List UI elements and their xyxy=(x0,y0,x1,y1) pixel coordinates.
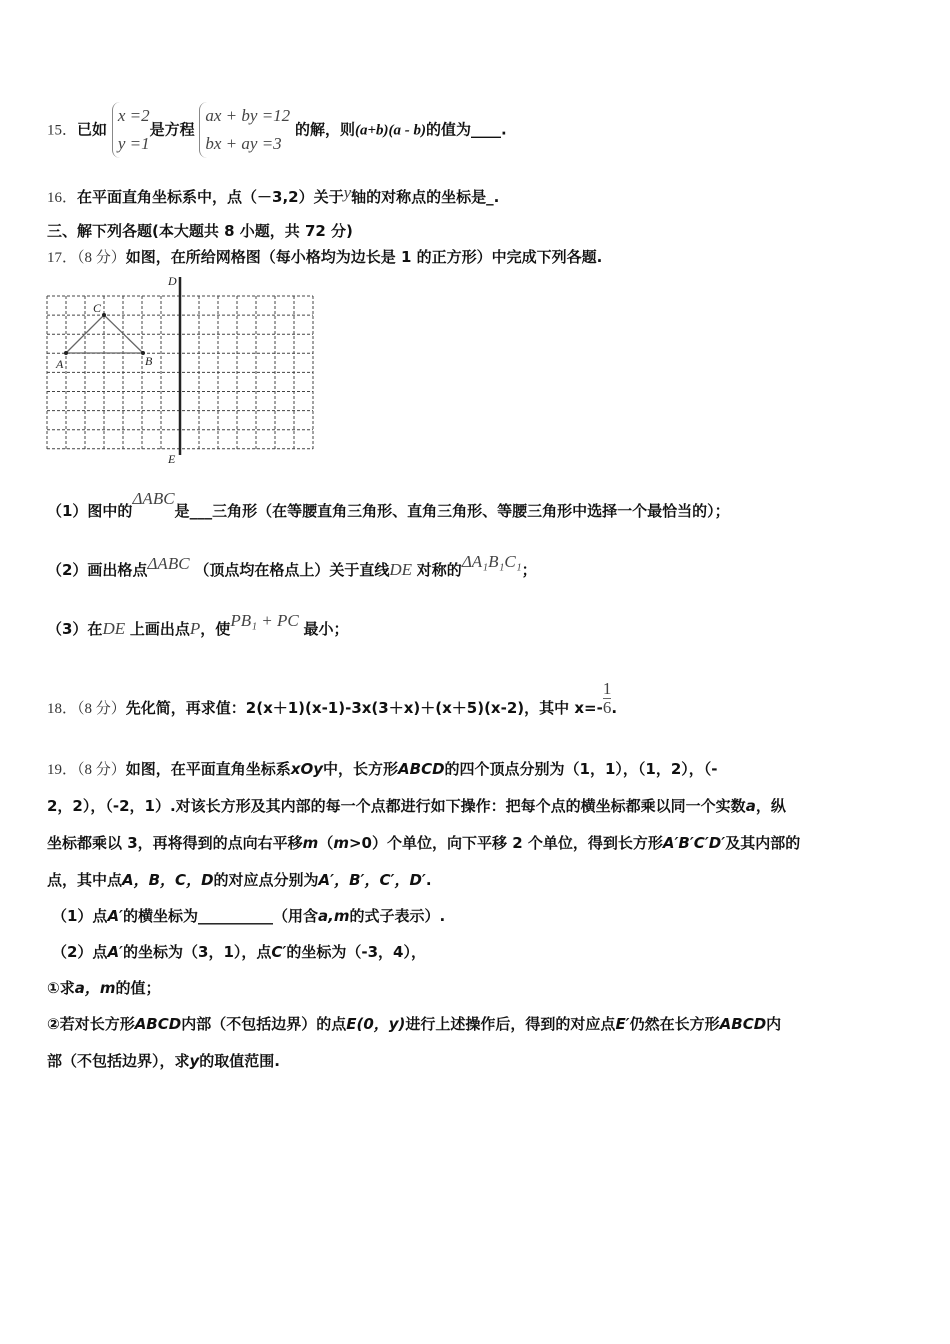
math: A，B，C，D xyxy=(122,871,214,889)
question-score: （8 分） xyxy=(77,762,126,778)
text: . xyxy=(425,871,432,889)
q19-line xyxy=(47,758,718,779)
text: 仍然在长方形 xyxy=(629,1015,720,1033)
answer-blank: ___ xyxy=(189,502,213,520)
text: 如图，在所给网格图（每小格均为边长是 1 的正方形）中完成下列各题. xyxy=(125,248,603,266)
q19-line xyxy=(52,905,445,926)
math: ΔA₁B₁C₁ xyxy=(461,552,522,571)
text: 的取值范围. xyxy=(199,1052,280,1070)
text: （3）在 xyxy=(47,620,103,638)
math: ΔABC xyxy=(147,554,190,573)
text: . xyxy=(611,699,618,717)
q19-line xyxy=(47,869,432,890)
equation-system xyxy=(199,102,290,158)
q19-line xyxy=(47,977,160,998)
q17-part2 xyxy=(47,552,537,580)
eq: y =1 xyxy=(117,134,150,153)
math: C′ xyxy=(271,943,287,961)
text: 进行上述操作后，得到的对应点 xyxy=(405,1015,616,1033)
math: y xyxy=(343,183,352,202)
q19-line xyxy=(47,1013,781,1034)
text: 对称的 xyxy=(416,561,462,579)
text: ①求 xyxy=(47,979,75,997)
math: DE xyxy=(389,560,413,579)
math: A′，B′，C′，D′ xyxy=(318,871,426,889)
label-e: E xyxy=(168,452,176,466)
math: a,m xyxy=(318,907,350,925)
text: . xyxy=(501,120,507,139)
text: ②若对长方形 xyxy=(47,1015,135,1033)
eq: ax + by =12 xyxy=(205,106,291,125)
expression: (a+b)(a - b) xyxy=(354,122,427,139)
text: ，使 xyxy=(200,620,231,638)
q19-line xyxy=(52,941,426,962)
text: 点，其中点 xyxy=(47,871,123,889)
text: 的坐标为（-3，4）， xyxy=(286,943,426,961)
question-number: 17． xyxy=(47,250,78,266)
text: 的式子表示）. xyxy=(349,907,446,925)
text: 最小； xyxy=(303,620,349,638)
text: 上画出点 xyxy=(129,620,190,638)
math: E(0，y) xyxy=(346,1015,406,1033)
score: （8 分） xyxy=(77,701,126,717)
text: ，纵 xyxy=(755,797,786,815)
text: 部（不包括边界），求 xyxy=(47,1052,190,1070)
label-d: D xyxy=(168,274,177,288)
text: 三角形（在等腰直角三角形、直角三角形、等腰三角形中选择一个最恰当的）； xyxy=(212,502,730,520)
text: 已如 xyxy=(77,120,108,139)
text: （ xyxy=(318,834,334,852)
text: 是 xyxy=(174,502,190,520)
text: 先化简，再求值：2(x＋1)(x-1)-3x(3＋x)＋(x＋5)(x-2)，其中 x=- xyxy=(125,699,603,717)
math: ABCD xyxy=(134,1015,182,1033)
numerator: 1 xyxy=(602,679,612,698)
text: 的值为 xyxy=(426,120,472,139)
math: a，m xyxy=(74,979,116,997)
math: a xyxy=(745,797,756,815)
math: P xyxy=(189,619,201,638)
text: （顶点均在格点上）关于直线 xyxy=(194,561,390,579)
q17-part3 xyxy=(47,611,349,639)
question-number: 18． xyxy=(47,701,78,717)
q19-line xyxy=(47,795,786,816)
question-15 xyxy=(47,102,507,158)
eq: bx + ay =3 xyxy=(205,134,282,153)
text: 的横坐标为 xyxy=(123,907,199,925)
math: A′B′C′D′ xyxy=(662,834,726,852)
answer-blank: _ xyxy=(486,188,494,206)
eq: x =2 xyxy=(117,106,150,125)
math: A′ xyxy=(107,943,124,961)
question-16 xyxy=(47,183,500,207)
text: 及其内部的 xyxy=(725,834,801,852)
math: A′ xyxy=(107,907,124,925)
text: （2）画出格点 xyxy=(47,561,148,579)
math: ABCD xyxy=(398,760,445,778)
text: 的四个顶点分别为（1，1），（1，2），（- xyxy=(444,760,718,778)
question-num: 19． xyxy=(47,762,78,778)
text: 的对应点分别为 xyxy=(213,871,319,889)
text: 的解，则 xyxy=(294,120,355,139)
text: 内 xyxy=(766,1015,782,1033)
math: m xyxy=(333,834,349,852)
text: >0）个单位，向下平移 2 个单位，得到长方形 xyxy=(348,834,663,852)
text: 轴的对称点的坐标是 xyxy=(351,188,487,206)
question-17 xyxy=(47,246,602,267)
text: 的坐标为（3，1），点 xyxy=(123,943,272,961)
section-heading: 三、解下列各题(本大题共 8 小题，共 72 分) xyxy=(47,222,353,240)
text: 中，长方形 xyxy=(323,760,399,778)
text: 的值； xyxy=(115,979,161,997)
math: PB₁ + PC xyxy=(230,611,299,630)
q17-part1 xyxy=(47,489,730,521)
question-18 xyxy=(47,679,618,727)
text: 在平面直角坐标系中，点（－3,2）关于 xyxy=(77,188,344,206)
math: E′ xyxy=(615,1015,630,1033)
text: 如图，在平面直角坐标系 xyxy=(125,760,291,778)
math: DE xyxy=(102,619,126,638)
grid-figure xyxy=(40,272,330,470)
math: y xyxy=(189,1052,200,1070)
label-c: C xyxy=(93,301,102,315)
answer-blank: ____ xyxy=(471,120,502,139)
text: 坐标都乘以 3，再将得到的点向右平移 xyxy=(47,834,303,852)
text: . xyxy=(493,188,500,206)
text: ； xyxy=(521,561,537,579)
text: （用含 xyxy=(273,907,319,925)
q19-line xyxy=(47,832,800,853)
label-b: B xyxy=(145,354,153,368)
math: ABCD xyxy=(719,1015,767,1033)
question-number: 15． xyxy=(47,122,78,139)
label-a: A xyxy=(56,357,64,371)
score: （8 分） xyxy=(77,250,126,266)
denominator: 6 xyxy=(602,698,612,717)
equation-system-solution xyxy=(112,102,150,158)
text: 是方程 xyxy=(149,120,195,139)
question-number: 16． xyxy=(47,190,78,206)
q19-line xyxy=(47,1050,280,1071)
math: xOy xyxy=(290,760,324,778)
text: 2，2），（-2，1）.对该长方形及其内部的每一个点都进行如下操作：把每个点的横坐标都乘以同一个实数 xyxy=(47,797,746,815)
math: ΔABC xyxy=(132,489,175,508)
answer-blank: __________ xyxy=(198,907,274,925)
text: （2）点 xyxy=(52,943,108,961)
text: （1）点 xyxy=(52,907,108,925)
fraction xyxy=(603,680,612,717)
text: （1）图中的 xyxy=(47,502,133,520)
math: m xyxy=(302,834,319,852)
text: 内部（不包括边界）的点 xyxy=(181,1015,347,1033)
